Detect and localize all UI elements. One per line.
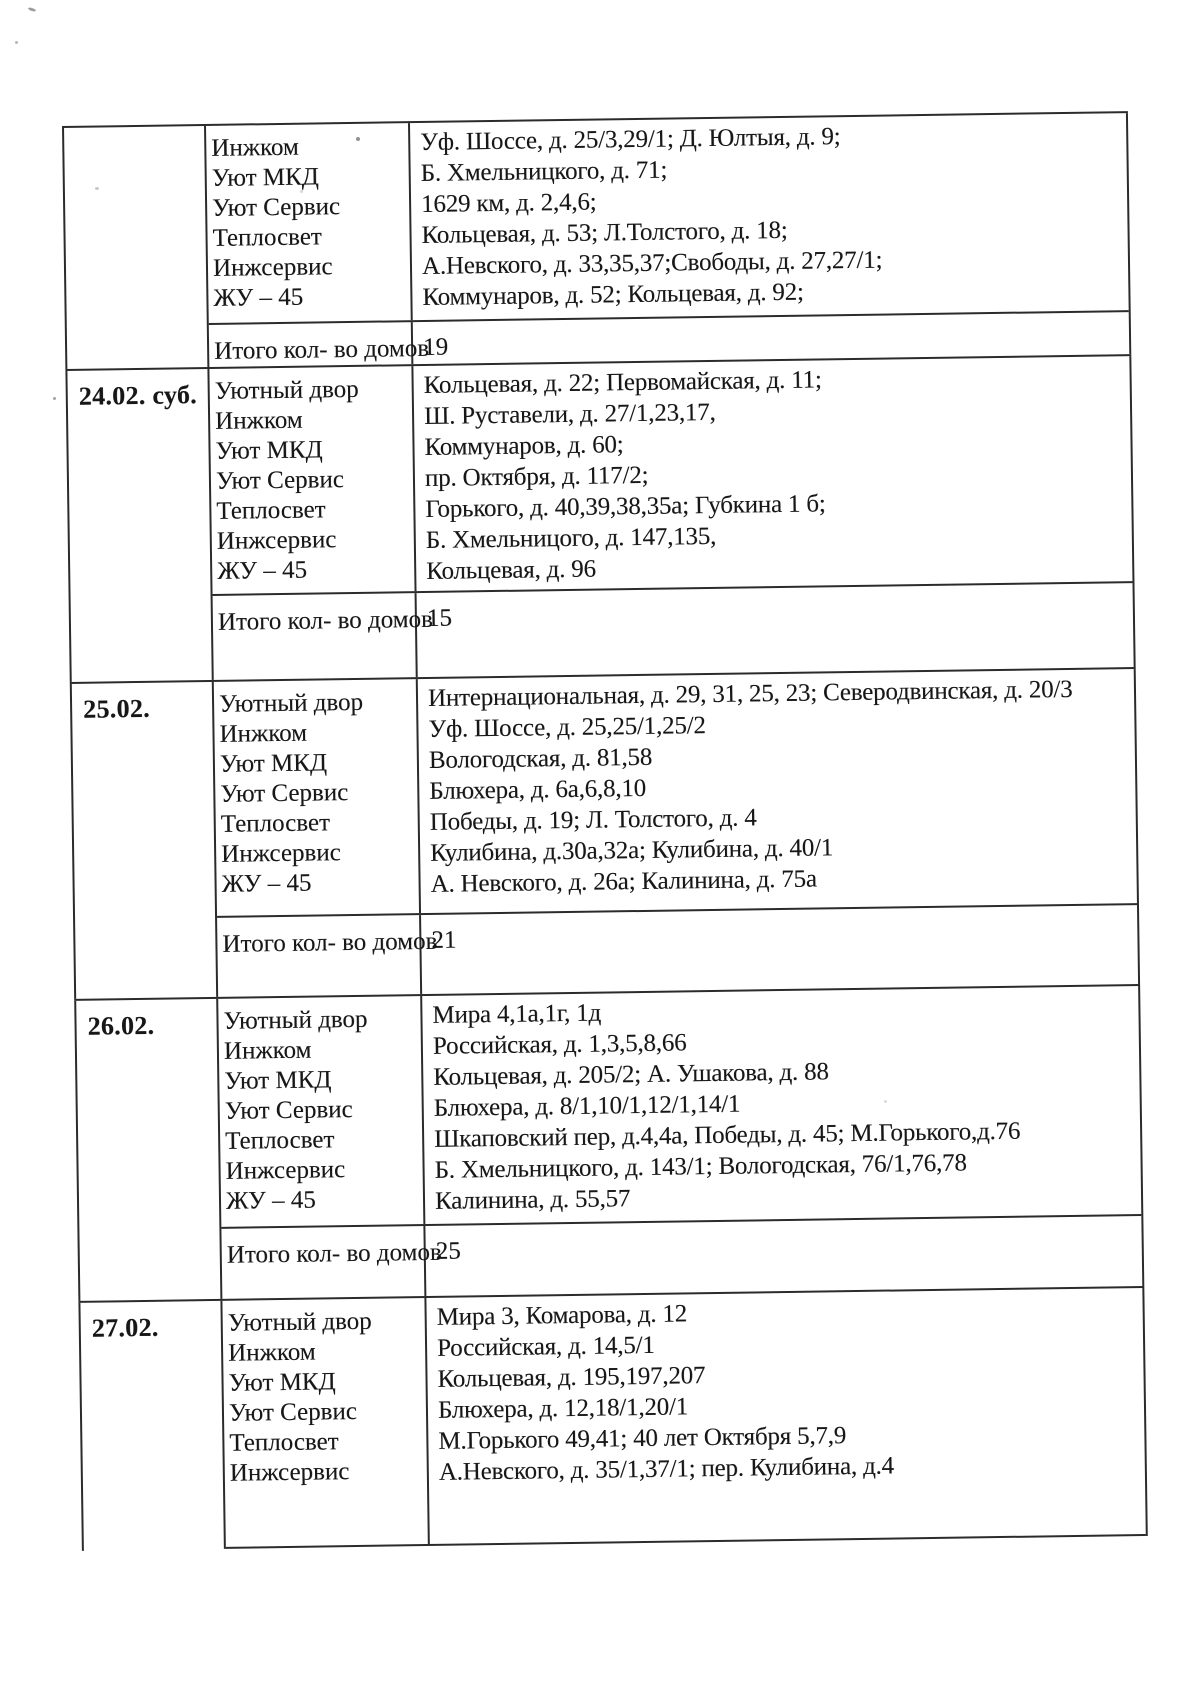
address-line: Российская, д. 14,5/1 [436, 1331, 655, 1362]
company-line: Теплосвет [212, 223, 322, 252]
company-line: Уютный двор [218, 688, 364, 718]
address-list [418, 669, 1137, 913]
company-line: Инжсервис [216, 526, 337, 555]
company-list [209, 366, 416, 594]
company-line: Уютный двор [223, 1005, 368, 1035]
schedule-table [62, 111, 1148, 1551]
company-line: Инжком [227, 1338, 316, 1367]
company-line: Уют МКД [215, 436, 323, 465]
company-line: ЖУ – 45 [213, 283, 304, 312]
company-line: Теплосвет [220, 809, 331, 838]
company-line: Уют МКД [211, 163, 319, 192]
company-line: Уют Сервис [211, 193, 341, 222]
scan-speck [28, 7, 37, 12]
address-line: Мира 4,1а,1г, 1д [432, 999, 602, 1029]
address-line: Уф. Шоссе, д. 25,25/1,25/2 [428, 712, 706, 743]
company-line: Инжком [219, 719, 308, 748]
address-line: Мира 3, Комарова, д. 12 [436, 1300, 688, 1331]
company-line: Уютный двор [227, 1307, 372, 1337]
company-line: Уютный двор [214, 375, 359, 405]
company-line: Инжсервис [220, 839, 341, 868]
date-cell: 25.02. [70, 682, 218, 999]
address-list [410, 113, 1129, 320]
company-list [214, 679, 421, 916]
address-line: Калинина, д. 55,57 [434, 1185, 631, 1215]
total-label: Итого кол- во домов [217, 915, 422, 997]
block-content-row [218, 986, 1141, 1229]
address-line: Ш. Руставели, д. 27/1,23,17, [423, 398, 716, 430]
address-line: Коммунаров, д. 60; [424, 431, 624, 461]
company-line: Уют Сервис [220, 779, 349, 808]
address-line: Блюхера, д. 12,18/1,20/1 [437, 1393, 689, 1424]
address-line: Блюхера, д. 6а,6,8,10 [429, 774, 647, 805]
block-main [209, 356, 1135, 680]
date-cell: 26.02. [74, 999, 222, 1301]
block-total-row [213, 583, 1134, 680]
table-block [62, 111, 1131, 369]
address-line: Кольцевая, д. 205/2; А. Ушакова, д. 88 [433, 1058, 829, 1091]
total-label: Итого кол- во домов [221, 1226, 426, 1299]
total-value: 21 [431, 926, 457, 954]
date-cell: 24.02. суб. [65, 369, 213, 682]
company-line: Инжком [211, 133, 299, 162]
address-line: Победы, д. 19; Л. Толстого, д. 4 [429, 804, 757, 836]
address-line: Б. Хмельницкого, д. 71; [420, 156, 668, 187]
address-line: Горького, д. 40,39,38,35а; Губкина 1 б; [425, 490, 826, 523]
address-line: Шкаповский пер, д.4,4а, Победы, д. 45; М.Горького,д.76 [433, 1117, 1021, 1153]
company-line: Инжсервис [229, 1458, 350, 1487]
block-content-row [214, 669, 1137, 918]
company-line: Уют МКД [228, 1368, 336, 1397]
address-line: Вологодская, д. 81,58 [428, 743, 653, 774]
company-line: Уют Сервис [215, 466, 345, 495]
address-list [413, 356, 1132, 591]
address-line: Коммунаров, д. 52; Кольцевая, д. 92; [422, 278, 804, 311]
company-list [218, 996, 425, 1227]
company-line: Теплосвет [216, 496, 326, 525]
address-line: Б. Хмельницого, д. 147,135, [425, 522, 717, 554]
company-line: Уют МКД [219, 749, 328, 778]
address-line: Кольцевая, д. 22; Первомайская, д. 11; [423, 366, 822, 399]
total-label: Итого кол- во домов [213, 593, 418, 680]
address-line: 1629 км, д. 2,4,6; [420, 188, 597, 218]
total-value: 25 [435, 1237, 461, 1265]
address-line: Блюхера, д. 8/1,10/1,12/1,14/1 [433, 1090, 741, 1122]
table-block [74, 984, 1144, 1301]
address-line: А.Невского, д. 35/1,37/1; пер. Кулибина, д.4 [438, 1452, 895, 1486]
total-value: 19 [422, 333, 449, 361]
block-content-row [206, 113, 1129, 325]
company-line: Теплосвет [225, 1126, 335, 1155]
total-label: Итого кол- во домов [209, 322, 414, 367]
address-line: Интернациональная, д. 29, 31, 25, 23; Северодвинская, д. 20/3 [427, 675, 1073, 712]
total-value: 15 [426, 604, 453, 632]
company-line: Инжсервис [212, 253, 333, 282]
address-line: Кольцевая, д. 53; Л.Толстого, д. 18; [421, 216, 788, 249]
block-main [218, 986, 1144, 1299]
address-line: А. Невского, д. 26а; Калинина, д. 75а [430, 865, 817, 898]
address-line: Кольцевая, д. 195,197,207 [437, 1362, 706, 1393]
address-line: Кулибина, д.30а,32а; Кулибина, д. 40/1 [430, 834, 834, 867]
block-total-row [217, 905, 1138, 997]
company-list [222, 1298, 429, 1547]
company-line: Теплосвет [229, 1428, 339, 1457]
table-block [78, 1286, 1147, 1551]
address-line: Уф. Шоссе, д. 25/3,29/1; Д. Юлтыя, д. 9; [420, 123, 841, 156]
table-block [65, 354, 1135, 682]
block-total-row [221, 1216, 1142, 1299]
address-line: Российская, д. 1,3,5,8,66 [432, 1029, 687, 1060]
table-block [70, 667, 1140, 999]
block-main [206, 113, 1131, 367]
address-line: пр. Октября, д. 117/2; [424, 461, 649, 492]
address-line: М.Горького 49,41; 40 лет Октября 5,7,9 [438, 1422, 847, 1455]
company-line: Уют Сервис [224, 1096, 353, 1125]
address-line: Б. Хмельницкого, д. 143/1; Вологодская, 76/1,76,78 [434, 1149, 967, 1184]
company-line: ЖУ – 45 [217, 556, 308, 585]
company-line: Уют Сервис [228, 1398, 358, 1427]
company-line: Уют МКД [224, 1066, 332, 1095]
company-line: ЖУ – 45 [225, 1186, 316, 1215]
company-list [206, 123, 413, 323]
company-line: Инжком [214, 406, 303, 435]
block-content-row [209, 356, 1132, 596]
scan-speck [53, 397, 56, 400]
date-cell: 27.02. [78, 1301, 225, 1551]
address-list [422, 986, 1141, 1224]
company-line: Инжсервис [225, 1156, 346, 1185]
block-main [214, 669, 1140, 997]
block-content-row [222, 1288, 1145, 1549]
address-line: А.Невского, д. 33,35,37;Свободы, д. 27,27/1; [421, 246, 883, 280]
scan-speck [15, 41, 18, 44]
date-cell [62, 126, 209, 369]
company-line: ЖУ – 45 [221, 869, 312, 898]
address-line: Кольцевая, д. 96 [426, 555, 596, 585]
address-list [426, 1288, 1145, 1544]
company-line: Инжком [223, 1036, 312, 1065]
block-main [222, 1288, 1147, 1549]
